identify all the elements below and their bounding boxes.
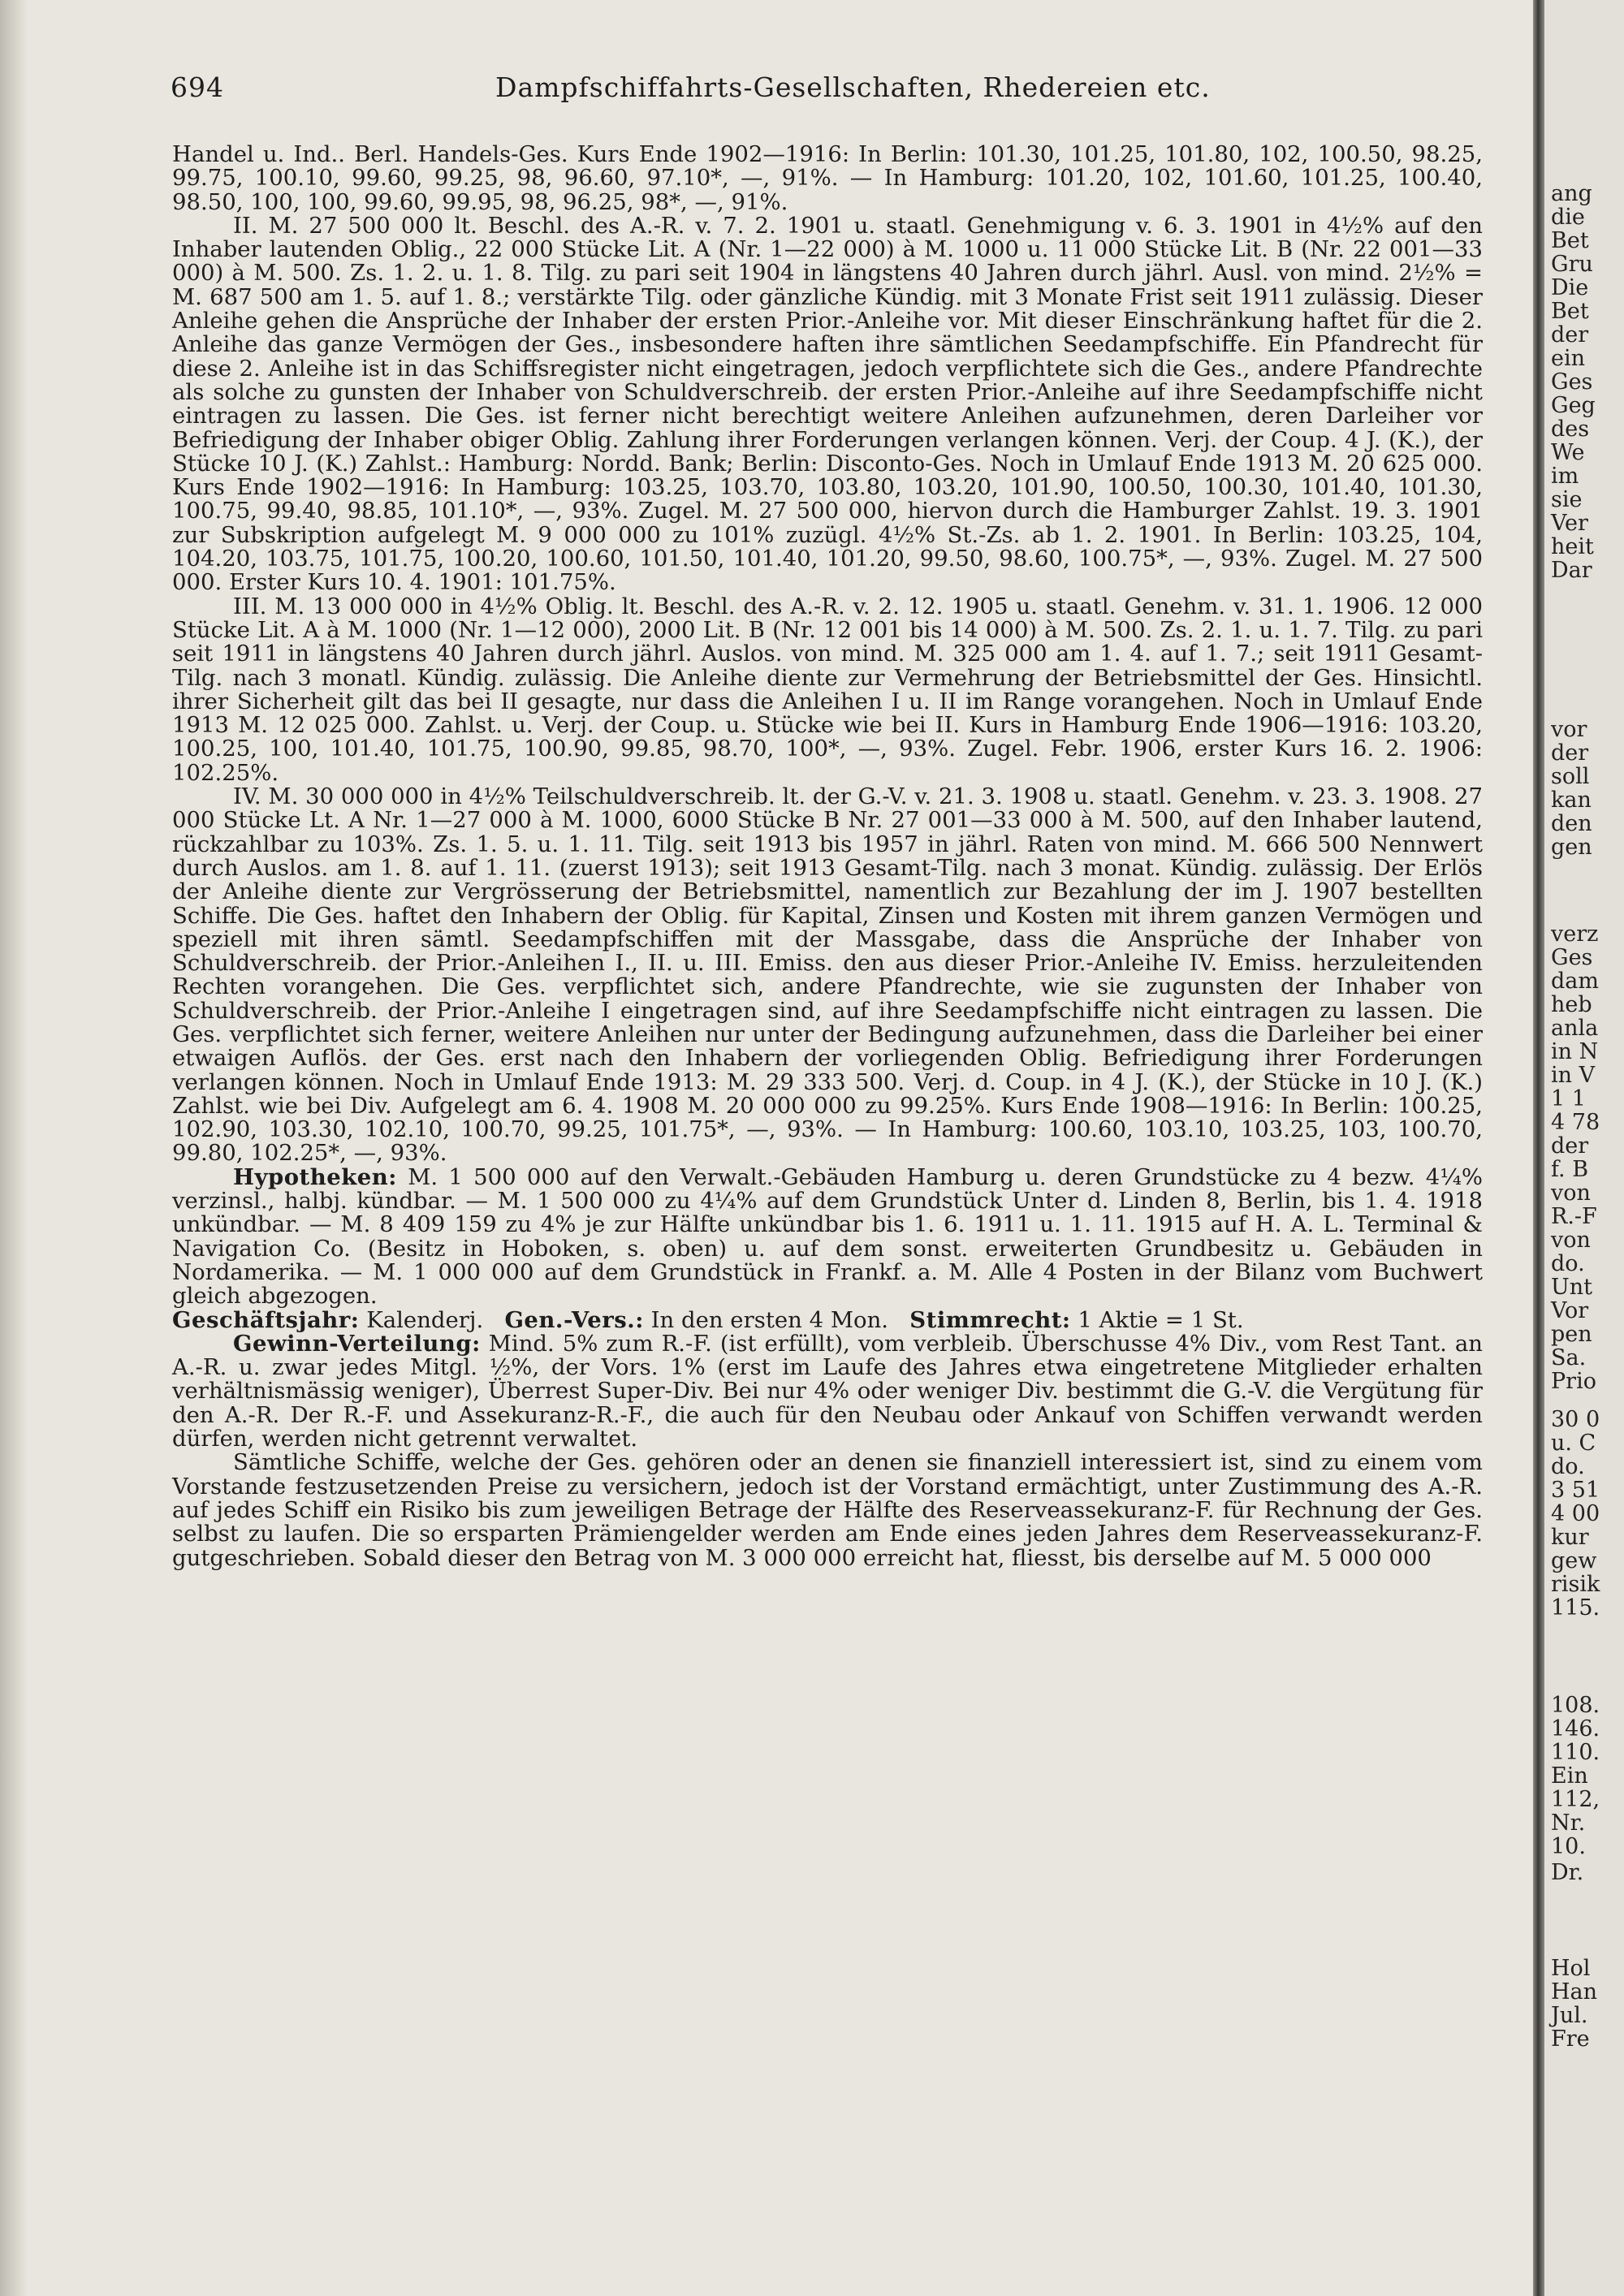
adjacent-page-fragment: Bet <box>1551 228 1589 253</box>
adjacent-page-fragment: f. B <box>1551 1157 1589 1182</box>
adjacent-page-fragment: Unt <box>1551 1275 1592 1300</box>
paragraph-text: Sämtliche Schiffe, welche der Ges. gehören oder an denen sie finanziell interessiert ist, sind zu einem vom Vorstande festzusetzenden Preise zu versichern, jedoch ist der Vorstand ermächtigt, unter Zustimmung des A.-R. auf jedes Schiff ein Risiko bis zum jeweiligen Betrage der Hälfte des Reserveassekuranz-F. für Rechnung der Ges. selbst zu laufen. Die so ersparten Prämiengelder werden am Ende eines jeden Jahres dem Reserveassekuranz-F. gutgeschrieben. Sobald dieser den Betrag von M. 3 000 000 erreicht hat, fliesst, bis derselbe auf M. 5 000 000 <box>172 1449 1483 1571</box>
paragraph-geschaeftsjahr <box>172 1306 1483 1333</box>
gen-vers-value: In den ersten 4 Mon. <box>650 1306 889 1333</box>
section-label-gen-vers: Gen.-Vers.: <box>504 1306 644 1333</box>
book-gutter <box>1533 0 1544 2296</box>
page-header <box>171 71 1486 112</box>
adjacent-page-fragment: Dr. <box>1551 1860 1584 1885</box>
adjacent-page-fragment: We <box>1551 440 1585 465</box>
adjacent-page-fragment: 146. <box>1551 1716 1600 1741</box>
adjacent-page-fragment: des <box>1551 416 1590 442</box>
adjacent-page-fragment: do. <box>1551 1454 1585 1479</box>
adjacent-page-fragment: 3 51 <box>1551 1478 1600 1503</box>
adjacent-page-fragment: den <box>1551 811 1592 836</box>
adjacent-page-fragment: Bet <box>1551 299 1589 324</box>
paragraph-berlin-hamburg-kurs <box>172 143 1483 214</box>
adjacent-page-fragment: in N <box>1551 1039 1599 1064</box>
page-number: 694 <box>171 71 224 103</box>
adjacent-page-fragment: dam <box>1551 969 1599 994</box>
adjacent-page-fragment: 30 0 <box>1551 1407 1600 1432</box>
adjacent-page-fragment: der <box>1551 1133 1589 1159</box>
paragraph-text: Handel u. Ind.. Berl. Handels-Ges. Kurs Ende 1902—1916: In Berlin: 101.30, 101.25, 101.80, 102, 100.50, 98.25, 99.75, 100.10, 99.60, 99.25, 98, 96.60, 97.10*, —, 91%. — In Hamburg: 101.20, 102, 101.60, 101.25, 100.40, 98.50, 100, 100, 99.60, 99.95, 98, 96.25, 98*, —, 91%. <box>172 141 1483 215</box>
paragraph-anleihe-iv <box>172 785 1483 1166</box>
paragraph-anleihe-ii <box>172 214 1483 595</box>
section-label-stimmrecht: Stimmrecht: <box>909 1306 1071 1333</box>
adjacent-page-fragment: Gru <box>1551 252 1593 277</box>
adjacent-page-fragment: im <box>1551 464 1579 489</box>
paragraph-text: Mind. 5% zum R.-F. (ist erfüllt), vom verbleib. Überschusse 4% Div., vom Rest Tant. an A.-R. u. zwar jedes Mitgl. ½%, der Vors. 1% (erst im Laufe des Jahres etwa eingetretene Mitglieder erhalten verhältnismässig weniger), Überrest Super-Div. Bei nur 4% oder weniger Div. bestimmt die G.-V. die Vergütung für den A.-R. Der R.-F. und Assekuranz-R.-F., die auch für den Neubau oder Ankauf von Schiffen verwandt werden dürfen, werden nicht getrennt verwaltet. <box>172 1330 1483 1452</box>
adjacent-page-fragment: ein <box>1551 346 1586 371</box>
paragraph-text: IV. M. 30 000 000 in 4½% Teilschuldverschreib. lt. der G.-V. v. 21. 3. 1908 u. staatl. Genehm. v. 23. 3. 1908. 27 000 Stücke Lt. A Nr. 1—27 000 à M. 1000, 6000 Stücke B Nr. 27 001—33 000 à M. 500, auf den Inhaber lautend, rückzahlbar zu 103%. Zs. 1. 5. u. 1. 11. Tilg. seit 1913 bis 1957 in jährl. Raten von mind. M. 666 500 Nennwert durch Auslos. am 1. 8. auf 1. 11. (zuerst 1913); seit 1913 Gesamt-Tilg. nach 3 monat. Kündig. zulässig. Der Erlös der Anleihe diente zur Vergrösserung der Betriebsmittel, namentlich zur Bezahlung der im J. 1907 bestellten Schiffe. Die Ges. haftet den Inhabern der Oblig. für Kapital, Zinsen und Kosten mit ihrem ganzen Vermögen und speziell mit ihren sämtl. Seedampfschiffen mit der Massgabe, dass die Ansprüche der Inhaber von Schuldverschreib. der Prior.-Anleihen I., II. u. III. Emiss. den aus dieser Prior.-Anleihe IV. Emiss. herzuleitenden Rechten vorangehen. Die Ges. verpflichtet sich, andere Pfandrechte, wie sie zugunsten der Inhaber von Schuldverschreib. der Prior.-Anleihe I eingetragen sind, auf ihre Seedampfschiffe nicht eintragen zu lassen. Die Ges. verpflichtet sich ferner, weitere Anleihen nur unter der Bedingung aufzunehmen, dass die Darleiher bei einer etwaigen Auflös. der Ges. erst nach den Inhabern der vorliegenden Oblig. Befriedigung ihrer Forderungen verlangen können. Noch in Umlauf Ende 1913: M. 29 333 500. Verj. d. Coup. in 4 J. (K.), der Stücke in 10 J. (K.) Zahlst. wie bei Div. Aufgelegt am 6. 4. 1908 M. 20 000 000 zu 99.25%. Kurs Ende 1908—1916: In Berlin: 100.25, 102.90, 103.30, 102.10, 100.70, 99.25, 101.75*, —, 93%. — In Hamburg: 100.60, 103.10, 103.25, 103, 100.70, 99.80, 102.25*, —, 93%. <box>172 783 1483 1167</box>
paragraph-text: M. 1 500 000 auf den Verwalt.-Gebäuden Hamburg u. deren Grundstücke zu 4 bezw. 4¼% verzinsl., halbj. kündbar. — M. 1 500 000 zu 4¼% auf dem Grundstück Unter d. Linden 8, Berlin, bis 1. 4. 1918 unkündbar. — M. 8 409 159 zu 4% je zur Hälfte unkündbar bis 1. 6. 1911 u. 1. 11. 1915 auf H. A. L. Terminal & Navigation Co. (Besitz in Hoboken, s. oben) u. auf dem sonst. erweiterten Grundbesitz u. Gebäuden in Nordamerika. — M. 1 000 000 auf dem Grundstück in Frankf. a. M. Alle 4 Posten in der Bilanz vom Buchwert gleich abgezogen. <box>172 1163 1484 1310</box>
body-text <box>172 143 1483 1570</box>
adjacent-page-fragment: Ges <box>1551 945 1593 970</box>
adjacent-page-fragment: 115. <box>1551 1595 1600 1621</box>
adjacent-page-fragment: 108. <box>1551 1693 1600 1718</box>
adjacent-page-fragment: Ein <box>1551 1763 1588 1789</box>
adjacent-page-fragment: gen <box>1551 835 1592 860</box>
adjacent-page-fragment: anla <box>1551 1016 1599 1041</box>
adjacent-page-fragment: heb <box>1551 992 1592 1017</box>
adjacent-page-fragment: pen <box>1551 1322 1592 1347</box>
adjacent-page-fragment: kan <box>1551 788 1592 813</box>
paragraph-text: II. M. 27 500 000 lt. Beschl. des A.-R. v. 7. 2. 1901 u. staatl. Genehmigung v. 6. 3. 1901 in 4½% auf den Inhaber lautenden Oblig., 22 000 Stücke Lit. A (Nr. 1—22 000) à M. 1000 u. 11 000 Stücke Lit. B (Nr. 22 001—33 000) à M. 500. Zs. 1. 2. u. 1. 8. Tilg. zu pari seit 1904 in längstens 40 Jahren durch jährl. Ausl. von mind. 2½% = M. 687 500 am 1. 5. auf 1. 8.; verstärkte Tilg. oder gänzliche Kündig. mit 3 Monate Frist seit 1911 zulässig. Dieser Anleihe gehen die Ansprüche der Inhaber der ersten Prior.-Anleihe vor. Mit dieser Einschränkung haftet für die 2. Anleihe das ganze Vermögen der Ges., insbesondere haften ihre sämtlichen Seedampfschiffe. Ein Pfandrecht für diese 2. Anleihe ist in das Schiffsregister nicht eingetragen, jedoch verpflichtete sich die Ges., andere Pfandrechte als solche zu gunsten der Inhaber von Schuldverschreib. der ersten Prior.-Anleihe auf ihre Seedampfschiffe nicht eintragen zu lassen. Die Ges. ist ferner nicht berechtigt weitere Anleihen aufzunehmen, deren Darleiher vor Befriedigung der Inhaber obiger Oblig. Zahlung ihrer Forderungen verlangen können. Verj. der Coup. 4 J. (K.), der Stücke 10 J. (K.) Zahlst.: Hamburg: Nordd. Bank; Berlin: Disconto-Ges. Noch in Umlauf Ende 1913 M. 20 625 000. Kurs Ende 1902—1916: In Hamburg: 103.25, 103.70, 103.80, 103.20, 101.90, 100.50, 100.30, 101.40, 101.30, 100.75, 99.40, 98.85, 101.10*, —, 93%. Zugel. M. 27 500 000, hiervon durch die Hamburger Zahlst. 19. 3. 1901 zur Subskription aufgelegt M. 9 000 000 zu 101% zuzügl. 4½% St.-Zs. ab 1. 2. 1901. In Berlin: 103.25, 104, 104.20, 103.75, 101.75, 100.20, 100.60, 101.50, 101.40, 101.20, 99.50, 98.60, 100.75*, —, 93%. Zugel. M. 27 500 000. Erster Kurs 10. 4. 1901: 101.75%. <box>172 212 1483 596</box>
adjacent-page-edge <box>1544 0 1624 2296</box>
adjacent-page-fragment: do. <box>1551 1251 1585 1276</box>
geschaeftsjahr-value: Kalenderj. <box>366 1306 484 1333</box>
adjacent-page-fragment: ang <box>1551 181 1592 206</box>
adjacent-page-fragment: verz <box>1551 921 1599 947</box>
adjacent-page-fragment: 10. <box>1551 1834 1586 1859</box>
adjacent-page-fragment: 4 00 <box>1551 1501 1600 1526</box>
section-label-gewinn-verteilung: Gewinn-Verteilung: <box>233 1330 481 1357</box>
adjacent-page-fragment: Dar <box>1551 558 1592 583</box>
section-label-geschaeftsjahr: Geschäftsjahr: <box>172 1306 360 1333</box>
adjacent-page-fragment: in V <box>1551 1063 1596 1088</box>
adjacent-page-fragment: Nr. <box>1551 1810 1586 1836</box>
adjacent-page-fragment: Ver <box>1551 511 1588 536</box>
adjacent-page-fragment: 1 1 <box>1551 1086 1586 1111</box>
adjacent-page-fragment: von <box>1551 1228 1591 1253</box>
section-label-hypotheken: Hypotheken: <box>233 1163 397 1190</box>
adjacent-page-fragment: der <box>1551 322 1589 347</box>
adjacent-page-fragment: 110. <box>1551 1740 1600 1765</box>
adjacent-page-fragment: 112, <box>1551 1787 1600 1812</box>
adjacent-page-fragment: Jul. <box>1551 2003 1588 2028</box>
paragraph-text: III. M. 13 000 000 in 4½% Oblig. lt. Beschl. des A.-R. v. 2. 12. 1905 u. staatl. Genehm. v. 31. 1. 1906. 12 000 Stücke Lit. A à M. 1000 (Nr. 1—12 000), 2000 Lit. B (Nr. 12 001 bis 14 000) à M. 500. Zs. 2. 1. u. 1. 7. Tilg. zu pari seit 1911 in längstens 40 Jahren durch jährl. Auslos. von mind. M. 325 000 am 1. 4. auf 1. 7.; seit 1911 Gesamt-Tilg. nach 3 monatl. Kündig. zulässig. Die Anleihe diente zur Vermehrung der Betriebsmittel der Ges. Hinsichtl. ihrer Sicherheit gilt das bei II gesagte, nur dass die Anleihen I u. II im Range vorangehen. Noch in Umlauf Ende 1913 M. 12 025 000. Zahlst. u. Verj. der Coup. u. Stücke wie bei II. Kurs in Hamburg Ende 1906—1916: 103.20, 100.25, 100, 101.40, 101.75, 100.90, 99.85, 98.70, 100*, —, 93%. Zugel. Febr. 1906, erster Kurs 16. 2. 1906: 102.25%. <box>172 593 1483 786</box>
adjacent-page-fragment: Sa. <box>1551 1345 1587 1370</box>
adjacent-page-fragment: heit <box>1551 534 1594 559</box>
adjacent-page-fragment: risik <box>1551 1572 1600 1597</box>
adjacent-page-fragment: von <box>1551 1180 1591 1206</box>
adjacent-page-fragment: Hol <box>1551 1956 1591 1981</box>
adjacent-page-fragment: R.-F <box>1551 1204 1597 1229</box>
adjacent-page-fragment: die <box>1551 205 1585 230</box>
stimmrecht-value: 1 Aktie = 1 St. <box>1078 1306 1244 1333</box>
adjacent-page-fragment: Han <box>1551 1979 1598 2005</box>
running-title: Dampfschiffahrts-Gesellschaften, Rhedereien etc. <box>495 71 1211 103</box>
adjacent-page-fragment: der <box>1551 740 1589 766</box>
adjacent-page-fragment: Ges <box>1551 369 1593 395</box>
adjacent-page-fragment: u. C <box>1551 1431 1596 1456</box>
adjacent-page-fragment: sie <box>1551 487 1583 512</box>
adjacent-page-fragment: Die <box>1551 275 1589 300</box>
paragraph-gewinn-verteilung <box>172 1332 1483 1451</box>
adjacent-page-fragment: gew <box>1551 1548 1597 1573</box>
paragraph-anleihe-iii <box>172 595 1483 785</box>
adjacent-page-fragment: Geg <box>1551 393 1596 418</box>
paragraph-versicherung <box>172 1451 1483 1569</box>
adjacent-page-fragment: vor <box>1551 717 1587 742</box>
adjacent-page-fragment: soll <box>1551 764 1590 789</box>
adjacent-page-fragment: Fre <box>1551 2026 1590 2052</box>
adjacent-page-fragment: kur <box>1551 1525 1589 1550</box>
adjacent-page-fragment: Prio <box>1551 1369 1596 1394</box>
adjacent-page-fragment: Vor <box>1551 1298 1589 1323</box>
adjacent-page-fragment: 4 78 <box>1551 1110 1600 1135</box>
paragraph-hypotheken <box>172 1163 1484 1310</box>
